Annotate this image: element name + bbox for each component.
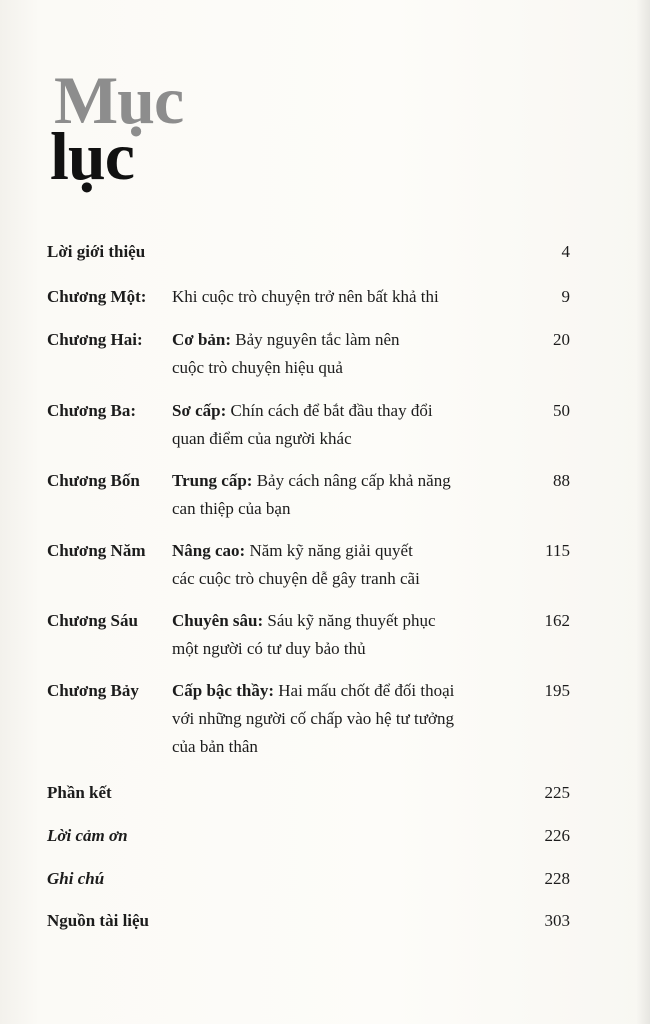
toc-label: Lời cảm ơn <box>47 826 128 845</box>
toc-description-line: Khi cuộc trò chuyện trở nên bất khả thi <box>172 287 439 306</box>
toc-page-number: 226 <box>544 826 570 845</box>
toc-label: Chương Năm <box>47 541 146 560</box>
toc-description <box>172 607 522 663</box>
toc-description <box>172 283 522 311</box>
toc-description-line: can thiệp của bạn <box>172 499 291 518</box>
toc-description-line <box>172 467 522 495</box>
toc-label: Chương Bốn <box>47 471 140 490</box>
toc-description-line <box>172 677 522 705</box>
toc-page-number: 9 <box>561 287 570 306</box>
toc-label: Chương Ba: <box>47 401 137 420</box>
page-edge-shadow <box>636 0 650 1024</box>
toc-level-label: Sơ cấp: <box>172 401 227 420</box>
toc-description-line <box>172 326 522 354</box>
toc-page-number: 88 <box>553 471 570 490</box>
toc-description-line: của bản thân <box>172 737 258 756</box>
toc-label: Chương Hai: <box>47 330 143 349</box>
toc-page-number: 115 <box>545 541 570 560</box>
toc-description-text: Sáu kỹ năng thuyết phục <box>263 611 436 630</box>
toc-description-line: cuộc trò chuyện hiệu quả <box>172 358 343 377</box>
toc-level-label: Cơ bản: <box>172 330 232 349</box>
toc-description <box>172 326 522 382</box>
toc-description-text: Bảy nguyên tắc làm nên <box>231 330 400 349</box>
toc-level-label: Nâng cao: <box>172 541 246 560</box>
toc-label: Phần kết <box>47 783 112 802</box>
toc-description <box>172 677 522 761</box>
toc-description-line <box>172 607 522 635</box>
toc-description-line <box>172 397 522 425</box>
toc-page-number: 303 <box>544 911 570 930</box>
toc-description-text: Bảy cách nâng cấp khả năng <box>252 471 451 490</box>
toc-description-line: với những người cố chấp vào hệ tư tưởng <box>172 709 454 728</box>
toc-level-label: Cấp bậc thầy: <box>172 681 275 700</box>
toc-description <box>172 397 522 453</box>
toc-label: Ghi chú <box>47 869 105 888</box>
toc-description-line <box>172 537 522 565</box>
toc-description-line: các cuộc trò chuyện dễ gây tranh cãi <box>172 569 420 588</box>
toc-description-text: Chín cách để bắt đầu thay đổi <box>226 401 433 420</box>
toc-page-number: 225 <box>544 783 570 802</box>
toc-page-number: 228 <box>544 869 570 888</box>
toc-label: Nguồn tài liệu <box>47 911 150 930</box>
toc-description-line: một người có tư duy bảo thủ <box>172 639 366 658</box>
toc-label: Chương Sáu <box>47 611 138 630</box>
page-title-line2: lục <box>50 118 134 194</box>
toc-page-number: 4 <box>561 242 570 261</box>
toc-page-number: 195 <box>544 681 570 700</box>
toc-label: Chương Một: <box>47 287 147 306</box>
toc-description-text: Hai mấu chốt để đối thoại <box>274 681 455 700</box>
toc-description-line: quan điểm của người khác <box>172 429 352 448</box>
toc-description <box>172 467 522 523</box>
toc-page-number: 50 <box>553 401 570 420</box>
toc-level-label: Trung cấp: <box>172 471 253 490</box>
toc-description-text: Năm kỹ năng giải quyết <box>245 541 413 560</box>
toc-level-label: Chuyên sâu: <box>172 611 264 630</box>
toc-description <box>172 537 522 593</box>
page-title-line1: Mục <box>54 62 184 138</box>
toc-page-number: 162 <box>544 611 570 630</box>
toc-label: Lời giới thiệu <box>47 242 146 261</box>
toc-page-number: 20 <box>553 330 570 349</box>
toc-label: Chương Bảy <box>47 681 139 700</box>
